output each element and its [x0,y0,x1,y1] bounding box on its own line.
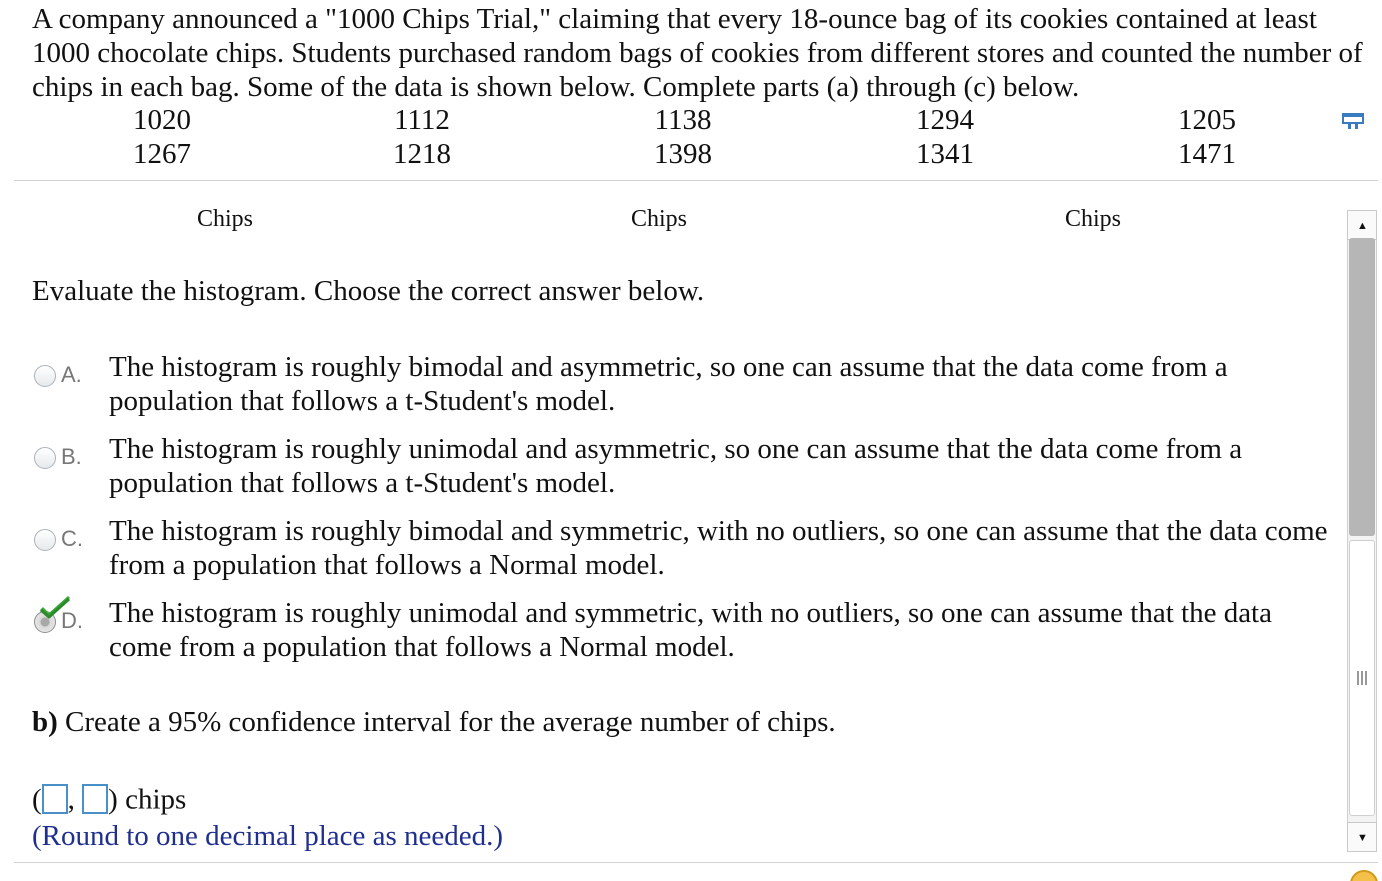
data-cell: 1112 [394,104,450,136]
scroll-down-button[interactable] [1347,822,1377,852]
part-b-text: Create a 95% confidence interval for the average number of chips. [65,706,836,738]
option-letter: B. [61,444,82,469]
histogram-label: Chips [196,206,253,232]
data-cell: 1471 [1178,138,1236,170]
data-cell: 1205 [1178,104,1236,136]
scrollbar-thumb[interactable] [1349,238,1375,536]
unit-label: chips [125,783,187,816]
question-intro: A company announced a "1000 Chips Trial," claiming that every 18-ounce bag of its cookies contained at least 1000 chocolate chips. Students purchased random bags of cookies from different stores and counted the number of chips in each bag. Some of the data is shown below. Complete parts (a) through (c) below. [32,3,1363,103]
data-cell: 1341 [916,138,974,170]
option-d[interactable] [34,597,1334,672]
help-icon[interactable] [1348,868,1380,881]
lower-bound-input[interactable] [42,784,68,814]
close-paren: ) [108,783,118,816]
scroll-up-arrow-icon: ▲ [1357,220,1368,232]
data-row-2 [0,137,1340,171]
data-cell: 1020 [133,104,191,136]
data-row-1 [0,103,1340,137]
data-cell: 1398 [654,138,712,170]
data-cell: 1267 [133,138,191,170]
divider [14,180,1378,181]
option-b[interactable] [34,433,1334,508]
scroll-up-button[interactable] [1347,210,1377,240]
option-text: The histogram is roughly unimodal and asymmetric, so one can assume that the data come from a population that follows a t-Student's model. [109,433,1243,499]
option-text: The histogram is roughly bimodal and symmetric, with no outliers, so one can assume that the data come from a population that follows a Normal model. [109,515,1328,581]
option-a[interactable] [34,351,1334,426]
part-b-label: b) [32,706,58,738]
radio-c[interactable] [34,529,56,551]
option-text: The histogram is roughly bimodal and asymmetric, so one can assume that the data come from a population that follows a t-Student's model. [109,351,1228,417]
scroll-grip-icon [1355,668,1369,688]
option-letter: A. [61,362,82,387]
histogram-label: Chips [1064,206,1121,232]
option-letter: D. [61,608,83,633]
part-a-prompt: Evaluate the histogram. Choose the correct answer below. [32,275,705,307]
divider [14,862,1378,863]
option-c[interactable] [34,515,1334,590]
option-text: The histogram is roughly unimodal and symmetric, with no outliers, so one can assume that the data come from a population that follows a Normal model. [109,597,1272,663]
histogram-label: Chips [630,206,687,232]
answer-line [32,780,186,816]
option-letter: C. [61,526,83,551]
open-paren: ( [32,783,42,816]
radio-a[interactable] [34,365,56,387]
data-cell: 1138 [654,104,712,136]
comma: , [67,783,75,816]
radio-b[interactable] [34,447,56,469]
scroll-down-arrow-icon: ▼ [1357,832,1368,844]
part-b-prompt [32,705,836,739]
data-cell: 1294 [916,104,974,136]
data-cell: 1218 [393,138,451,170]
expand-icon[interactable] [1340,110,1366,132]
upper-bound-input[interactable] [82,784,108,814]
rounding-hint: (Round to one decimal place as needed.) [32,820,504,852]
